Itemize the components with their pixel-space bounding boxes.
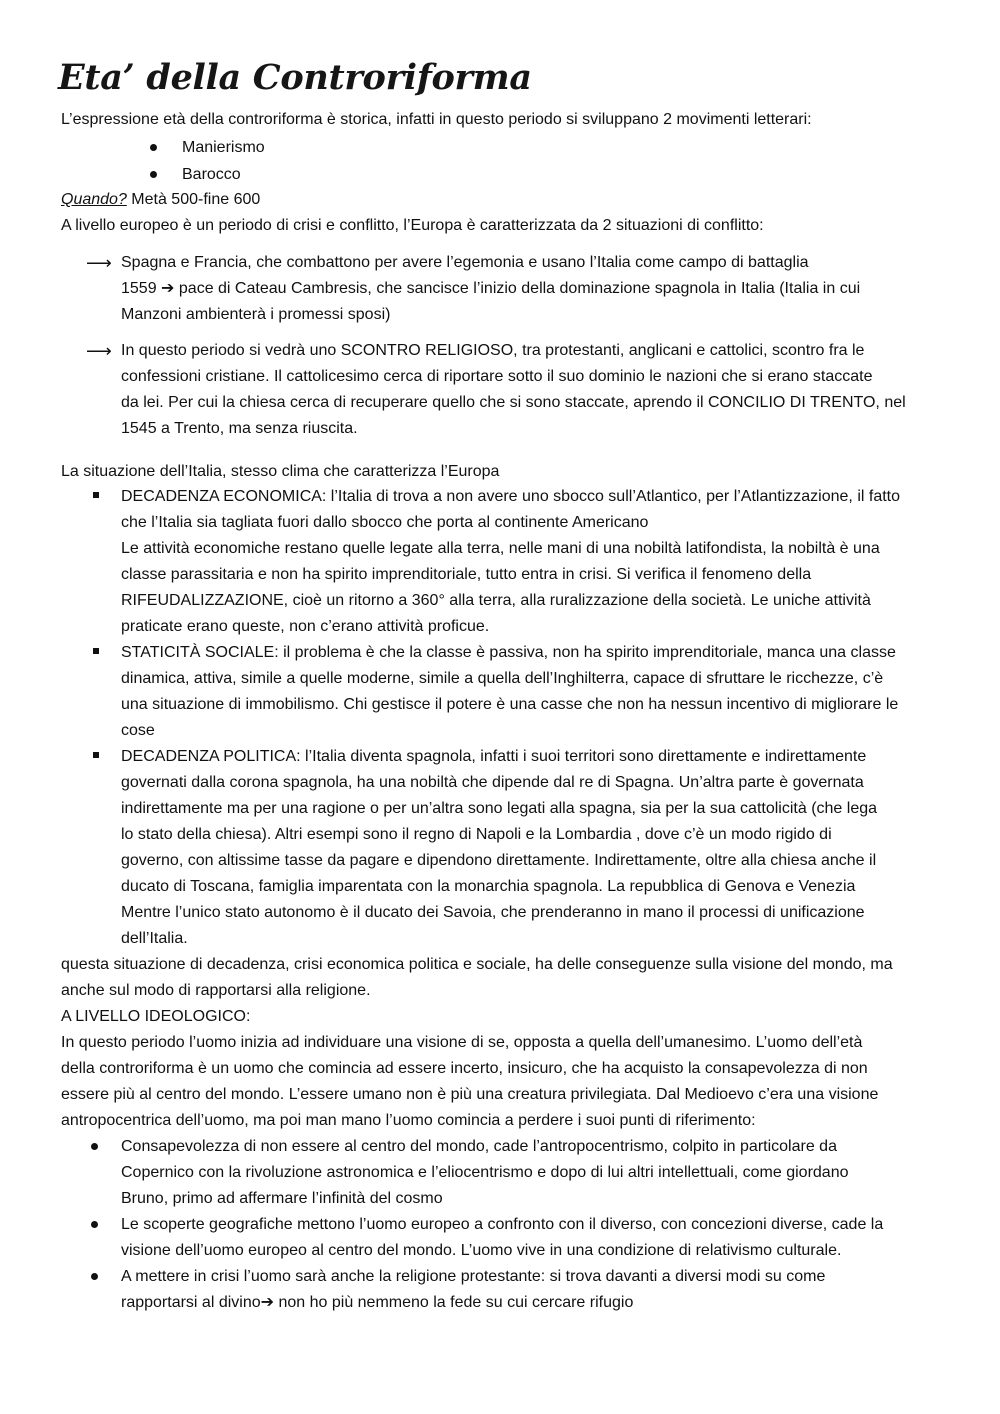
italy-point-line: governo, con altissime tasse da pagare e dipendono direttamente. Indirettamente, oltre alla chiesa anche il <box>121 852 877 869</box>
ideological-point-line: Copernico con la rivoluzione astronomica e l’eliocentrismo e dopo di lui altri intellettuali, come giordano <box>121 1164 849 1181</box>
conflict-line: confessioni cristiane. Il cattolicesimo cerca di riportare sotto il suo dominio le nazioni che si erano staccate <box>121 368 873 385</box>
when-value: Metà 500-fine 600 <box>126 191 261 208</box>
intro-text: L’espressione età della controriforma è storica, infatti in questo periodo si sviluppano 2 movimenti letterari: <box>61 111 812 128</box>
square-bullet <box>93 648 99 654</box>
italy-point-line: Mentre l’unico stato autonomo è il ducato dei Savoia, che prenderanno in mano il processi di unificazione <box>121 904 865 921</box>
consequences-line: anche sul modo di rapportarsi alla religione. <box>61 982 371 999</box>
page-title: Eta’ della Controriforma <box>58 57 532 98</box>
italy-point-line: che l’Italia sia tagliata fuori dallo sbocco che porta al continente Americano <box>121 514 649 531</box>
conflict-line: 1545 a Trento, ma senza riuscita. <box>121 420 358 437</box>
ideological-line: In questo periodo l’uomo inizia ad individuare una visione di se, opposta a quella dell’umanesimo. L’uomo dell’età <box>61 1034 863 1051</box>
conflict-line: da lei. Per cui la chiesa cerca di recuperare quello che si sono staccate, aprendo il CONCILIO DI TRENTO, nel <box>121 394 906 411</box>
arrow-icon: ⟶ <box>86 253 112 273</box>
square-bullet <box>93 492 99 498</box>
ideological-line: della controriforma è un uomo che comincia ad essere incerto, insicuro, che ha acquisto la consapevolezza di non <box>61 1060 868 1077</box>
conflict-line: Spagna e Francia, che combattono per avere l’egemonia e usano l’Italia come campo di battaglia <box>121 254 809 271</box>
europe-intro: A livello europeo è un periodo di crisi e conflitto, l’Europa è caratterizzata da 2 situazioni di conflitto: <box>61 217 764 234</box>
italy-point-line: classe parassitaria e non ha spirito imprenditoriale, tutto entra in crisi. Si verifica il fenomeno della <box>121 566 812 583</box>
bullet-dot <box>150 171 157 178</box>
ideological-heading: A LIVELLO IDEOLOGICO: <box>61 1008 251 1025</box>
conflict-line: In questo periodo si vedrà uno SCONTRO RELIGIOSO, tra protestanti, anglicani e cattolici, scontro fra le <box>121 342 865 359</box>
italy-point-line: ducato di Toscana, famiglia imparentata con la monarchia spagnola. La repubblica di Genova e Venezia <box>121 878 856 895</box>
when-label: Quando? <box>61 191 127 208</box>
italy-point-line: dell’Italia. <box>121 930 188 947</box>
italy-point-line: governati dalla corona spagnola, ha una nobiltà che dipende dal re di Spagna. Un’altra parte è governata <box>121 774 864 791</box>
italy-point-line: cose <box>121 722 155 739</box>
consequences-line: questa situazione di decadenza, crisi economica politica e sociale, ha delle conseguenze sulla visione del mondo, ma <box>61 956 893 973</box>
ideological-point-line: Le scoperte geografiche mettono l’uomo europeo a confronto con il diverso, con concezioni diverse, cade la <box>121 1216 884 1233</box>
ideological-point-line: Consapevolezza di non essere al centro del mondo, cade l’antropocentrismo, colpito in particolare da <box>121 1138 837 1155</box>
square-bullet <box>93 752 99 758</box>
ideological-line: essere più al centro del mondo. L’essere umano non è più una creatura privilegiata. Dal Medioevo c’era una visione <box>61 1086 879 1103</box>
italy-point-line: dinamica, attiva, simile a quelle moderne, simile a quella dell’Inghilterra, capace di sfruttare le ricchezze, c’è <box>121 670 884 687</box>
bullet-dot <box>91 1273 98 1280</box>
italy-point-line: lo stato della chiesa). Altri esempi sono il regno di Napoli e la Lombardia , dove c’è un modo rigido di <box>121 826 832 843</box>
ideological-point-line: Bruno, primo ad affermare l’infinità del cosmo <box>121 1190 443 1207</box>
ideological-point-line: visione dell’uomo europeo al centro del mondo. L’uomo vive in una condizione di relativismo culturale. <box>121 1242 842 1259</box>
arrow-icon: ⟶ <box>86 341 112 361</box>
movement-item: Manierismo <box>182 139 265 156</box>
ideological-line: antropocentrica dell’uomo, ma poi man mano l’uomo comincia a perdere i suoi punti di riferimento: <box>61 1112 756 1129</box>
when-line <box>61 187 945 213</box>
ideological-point-line: A mettere in crisi l’uomo sarà anche la religione protestante: si trova davanti a diversi modi su come <box>121 1268 826 1285</box>
movement-item: Barocco <box>182 166 241 183</box>
italy-point-line: RIFEUDALIZZAZIONE, cioè un ritorno a 360° alla terra, alla ruralizzazione della società. Le uniche attività <box>121 592 871 609</box>
italy-point-line: Le attività economiche restano quelle legate alla terra, nelle mani di una nobiltà latifondista, la nobiltà è una <box>121 540 880 557</box>
italy-point-line: una situazione di immobilismo. Chi gestisce il potere è una casse che non ha nessun incentivo di migliorare le <box>121 696 899 713</box>
bullet-dot <box>91 1143 98 1150</box>
italy-point-line: praticate erano queste, non c’erano attività proficue. <box>121 618 490 635</box>
bullet-dot <box>150 144 157 151</box>
italy-point-line: STATICITÀ SOCIALE: il problema è che la classe è passiva, non ha spirito imprenditoriale, manca una classe <box>121 644 896 661</box>
italy-point-line: DECADENZA POLITICA: l’Italia diventa spagnola, infatti i suoi territori sono direttamente e indirettamente <box>121 748 867 765</box>
italy-point-line: indirettamente ma per una ragione o per un’altra sono legati alla spagna, sia per la sua cattolicità (che lega <box>121 800 878 817</box>
bullet-dot <box>91 1221 98 1228</box>
italy-intro: La situazione dell’Italia, stesso clima che caratterizza l’Europa <box>61 463 500 480</box>
italy-point-line: DECADENZA ECONOMICA: l’Italia di trova a non avere uno sbocco sull’Atlantico, per l’Atlantizzazione, il fatto <box>121 488 900 505</box>
conflict-line: 1559 ➔ pace di Cateau Cambresis, che sancisce l’inizio della dominazione spagnola in Italia (Italia in cui <box>121 280 861 297</box>
ideological-point-line: rapportarsi al divino➔ non ho più nemmeno la fede su cui cercare rifugio <box>121 1294 634 1311</box>
conflict-line: Manzoni ambienterà i promessi sposi) <box>121 306 391 323</box>
